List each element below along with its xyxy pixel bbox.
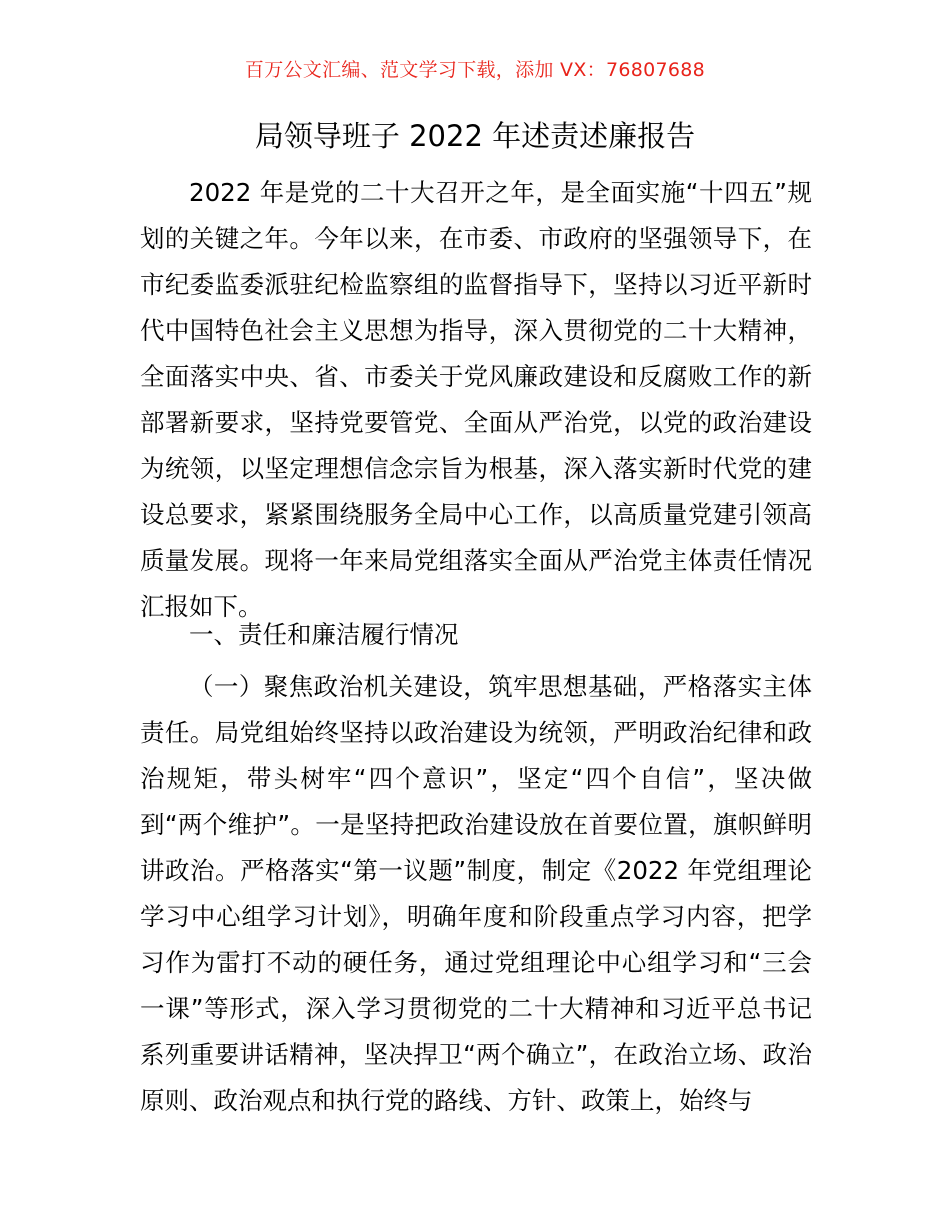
- watermark-banner: 百万公文汇编、范文学习下载，添加 VX：76807688: [244, 59, 706, 81]
- section-heading-1: 一、责任和廉洁履行情况: [189, 620, 459, 649]
- section-paragraph-1: （一）聚焦政治机关建设，筑牢思想基础，严格落实主体责任。局党组始终坚持以政治建设为统领，严明政治纪律和政治规矩，带头树牢“四个意识”，坚定“四个自信”，坚决做到“两个维护”。一是坚持把政治建设放在首要位置，旗帜鲜明讲政治。严格落实“第一议题”制度，制定《2022 年党组理论学习中心组学习计划》，明确年度和阶段重点学习内容，把学习作为雷打不动的硬任务，通过党组理论中心组学习和“三会一课”等形式，深入学习贯彻党的二十大精神和习近平总书记系列重要讲话精神，坚决捍卫“两个确立”，在政治立场、政治原则、政治观点和执行党的路线、方针、政策上，始终与: [140, 672, 812, 1115]
- document-title: 局领导班子 2022 年述责述廉报告: [254, 119, 696, 153]
- intro-paragraph: 2022 年是党的二十大召开之年，是全面实施“十四五”规划的关键之年。今年以来，在市委、市政府的坚强领导下，在市纪委监委派驻纪检监察组的监督指导下，坚持以习近平新时代中国特色社会主义思想为指导，深入贯彻党的二十大精神，全面落实中央、省、市委关于党风廉政建设和反腐败工作的新部署新要求，坚持党要管党、全面从严治党，以党的政治建设为统领，以坚定理想信念宗旨为根基，深入落实新时代党的建设总要求，紧紧围绕服务全局中心工作，以高质量党建引领高质量发展。现将一年来局党组落实全面从严治党主体责任情况汇报如下。: [140, 178, 812, 621]
